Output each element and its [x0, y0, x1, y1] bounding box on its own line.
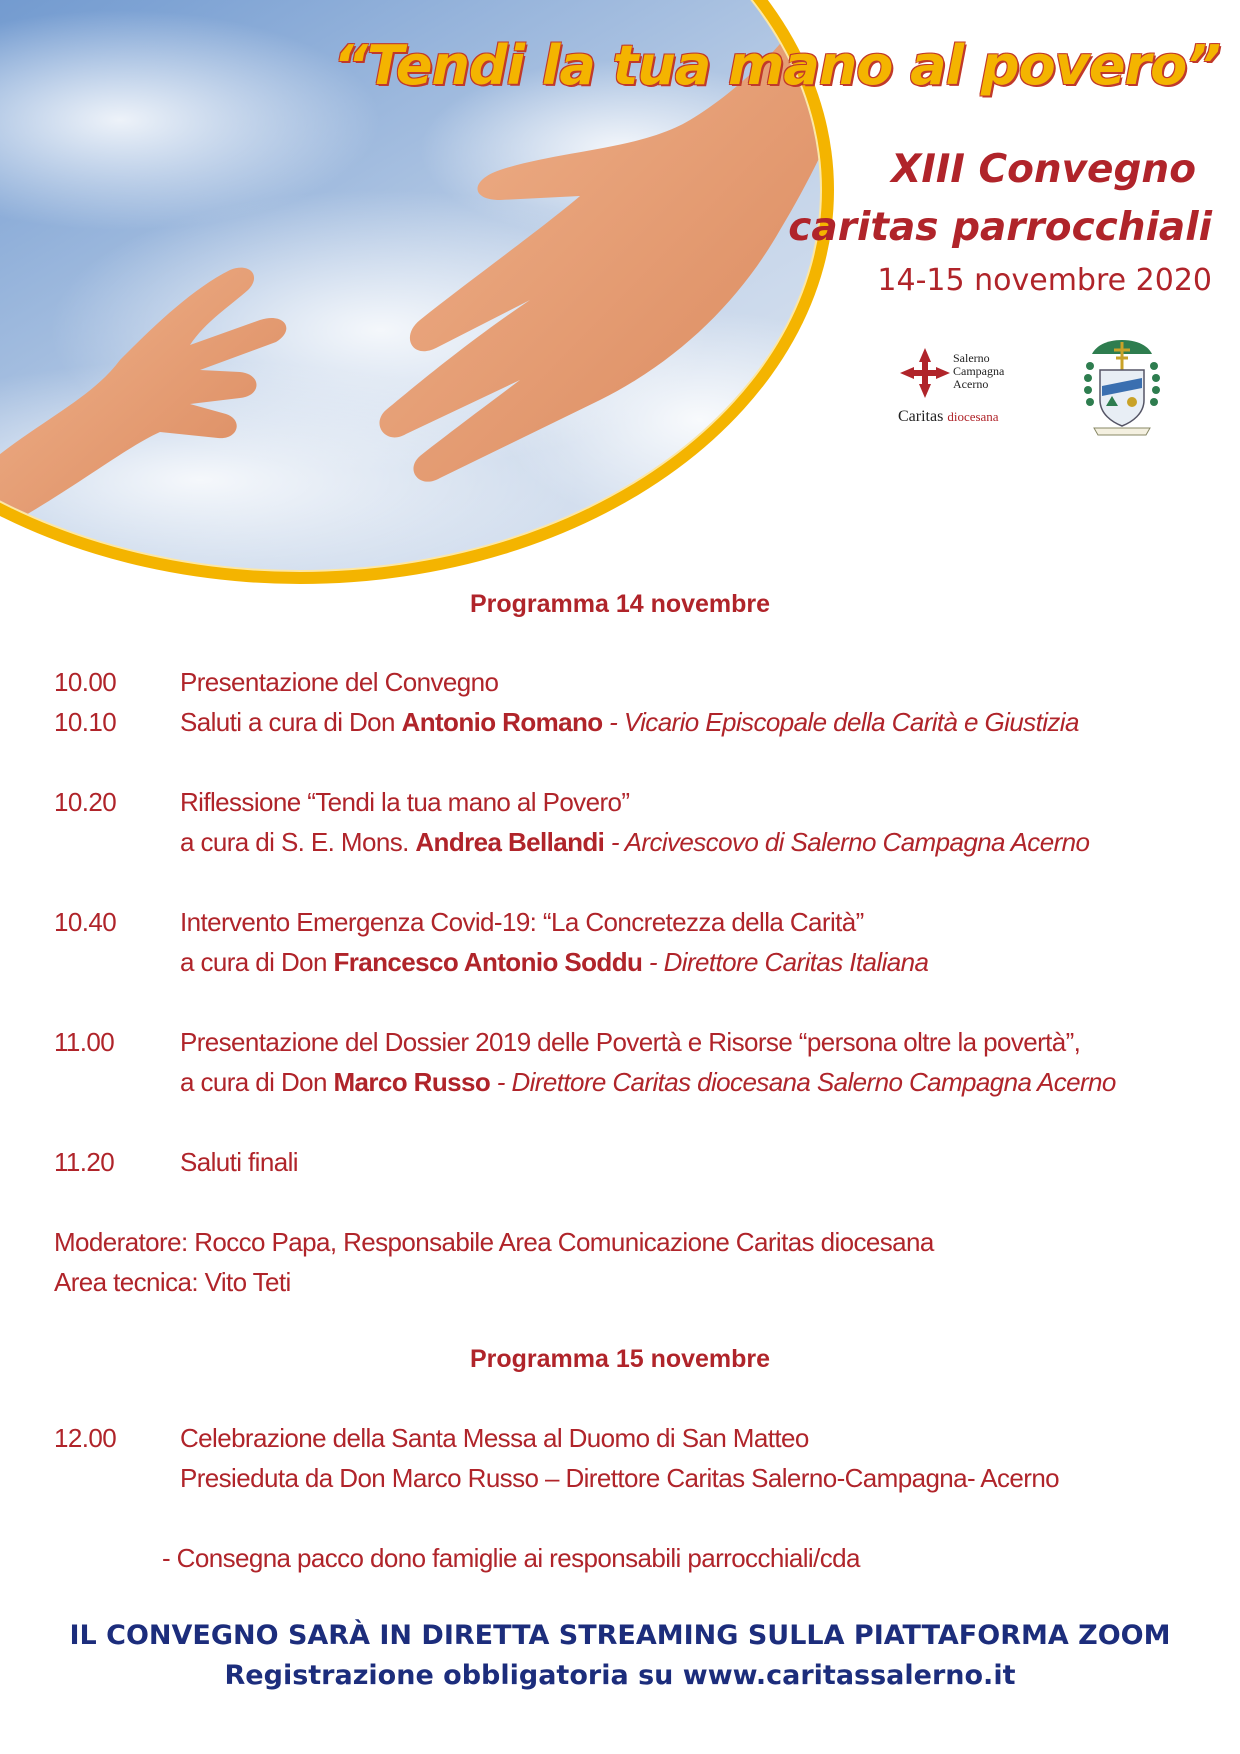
- program-day2-heading: Programma 15 novembre: [469, 1345, 771, 1373]
- speaker-role: - Arcivescovo di Salerno Campagna Acerno: [604, 827, 1090, 857]
- event-dates: 14-15 novembre 2020: [877, 263, 1212, 298]
- caritas-logo-line2: Campagna: [953, 364, 1005, 378]
- caritas-logo-line1: Salerno: [953, 351, 990, 365]
- speaker-name: Marco Russo: [333, 1067, 491, 1097]
- program-prefix: a cura di Don: [180, 947, 334, 977]
- program-time: 10.00: [54, 667, 117, 697]
- program-text: Saluti finali: [180, 1147, 298, 1177]
- program-text: Presieduta da Don Marco Russo – Direttore Caritas Salerno-Campagna- Acerno: [180, 1463, 1060, 1493]
- program-time: 11.20: [54, 1147, 115, 1177]
- program-prefix: Saluti a cura di Don: [180, 707, 402, 737]
- program-text: Celebrazione della Santa Messa al Duomo di San Matteo: [180, 1423, 809, 1453]
- program-prefix: a cura di Don: [180, 1067, 334, 1097]
- program-time: 11.00: [54, 1027, 115, 1057]
- program-text: Presentazione del Dossier 2019 delle Povertà e Risorse “persona oltre la povertà”,: [180, 1027, 1081, 1057]
- caritas-logo: [898, 346, 1036, 428]
- speaker-name: Antonio Romano: [401, 707, 603, 737]
- program-text: Riflessione “Tendi la tua mano al Povero”: [180, 787, 630, 817]
- subtitle-caritas: caritas parrocchiali: [788, 205, 1212, 250]
- speaker-name: Andrea Bellandi: [415, 827, 605, 857]
- tech-area-line: Area tecnica: Vito Teti: [54, 1267, 291, 1297]
- speaker-name: Francesco Antonio Soddu: [333, 947, 643, 977]
- program-time: 10.40: [54, 907, 117, 937]
- speaker-role: - Direttore Caritas Italiana: [642, 947, 929, 977]
- program-time: 10.20: [54, 787, 117, 817]
- program-day1-heading: Programma 14 novembre: [469, 590, 771, 618]
- program-prefix: a cura di S. E. Mons.: [180, 827, 416, 857]
- caritas-cross-icon: [898, 346, 952, 400]
- poster-title: “Tendi la tua mano al povero”: [333, 34, 1220, 97]
- speaker-role: - Direttore Caritas diocesana Salerno Campagna Acerno: [490, 1067, 1116, 1097]
- moderator-line: Moderatore: Rocco Papa, Responsabile Area Comunicazione Caritas diocesana: [54, 1227, 934, 1257]
- program-note: - Consegna pacco dono famiglie ai responsabili parrocchiali/cda: [162, 1543, 860, 1573]
- program-time: 10.10: [54, 707, 117, 737]
- program-time: 12.00: [54, 1423, 117, 1453]
- registration-notice: Registrazione obbligatoria su www.caritassalerno.it: [224, 1660, 1016, 1691]
- subtitle-convegno: XIII Convegno: [891, 147, 1196, 192]
- streaming-notice: IL CONVEGNO SARÀ IN DIRETTA STREAMING SULLA PIATTAFORMA ZOOM: [69, 1620, 1171, 1651]
- program-text: Intervento Emergenza Covid-19: “La Concretezza della Carità”: [180, 907, 864, 937]
- speaker-role: - Vicario Episcopale della Carità e Giustizia: [602, 707, 1079, 737]
- episcopal-crest: [1082, 336, 1162, 440]
- program-text: Presentazione del Convegno: [180, 667, 499, 697]
- caritas-logo-name: Caritas: [898, 408, 944, 425]
- caritas-logo-line3: Acerno: [953, 377, 989, 391]
- caritas-logo-sub: diocesana: [947, 409, 999, 424]
